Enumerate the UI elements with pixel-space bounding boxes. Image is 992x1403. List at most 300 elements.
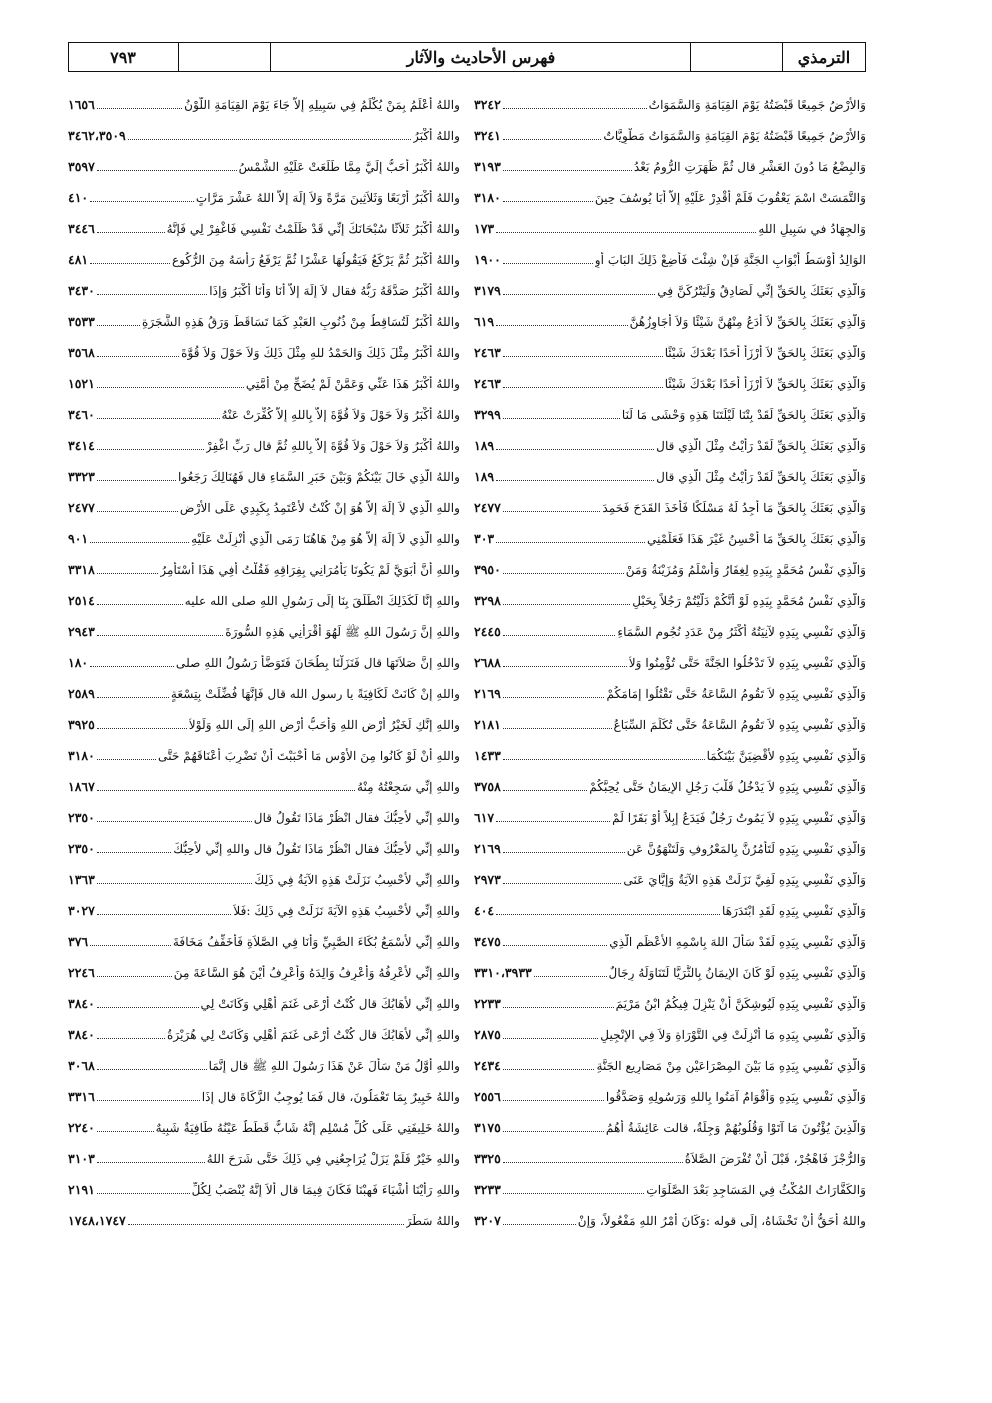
dotted-leader [496,480,654,481]
dotted-leader [97,170,237,171]
entry-text: وَالَّذِي نَفْسِي بِيَدِهِ لاَ تَقُومُ السَّاعَةُ حَتَّى تَقْتُلُوا إِمَامَكُمْ [606,687,866,701]
entry-reference-number: ٣٣١٨ [68,562,95,577]
index-entry [474,888,866,919]
index-entry [474,1167,866,1198]
dotted-leader [97,294,207,295]
index-entry [474,237,866,268]
index-entry [68,826,460,857]
dotted-leader [97,697,169,698]
dotted-leader [97,1100,200,1101]
entry-reference-number: ٣٣٢٣ [68,469,95,484]
header-title: فهرس الأحاديث والآثار [406,47,556,67]
entry-reference-number: ٣١٨٠ [68,748,95,763]
entry-text: وَالَّذِي نَفْسِي بِيَدِهِ لَتَأْمُرُنَّ بِالمَعْرُوفِ وَلَتَنْهَوُنَّ عَنِ [626,842,866,856]
index-entry [474,1074,866,1105]
entry-text: وَالَّذِي نَفْسِي بِيَدِهِ لَقَدِ ابْتَدَرَهَا [721,904,866,918]
right-column [474,82,866,1229]
entry-text: واللهِ إِنِّي لأُحِبُّكَ فقال انْظُرْ مَاذَا تَقُولُ قال واللهِ إِنِّي لأُحِبُّكَ [173,842,460,856]
entry-text: وَالَّذِي بَعَثَكَ بِالحَقِّ مَا أَجِدُ لَهُ مَسْلَكًا فَأَخَذَ القَدَحَ فَحَمِدَ [602,501,866,515]
entry-text: واللهِ إِنَّ صَلاَتَهَا قال فَنَزَلْنَا بِطُحَانَ فَتَوَضَّأَ رَسُولُ اللهِ صلى [175,656,460,670]
dotted-leader [97,232,165,233]
index-entry [68,795,460,826]
index-entry [68,1198,460,1229]
index-entry [474,1043,866,1074]
dotted-leader [97,325,140,326]
dotted-leader [97,976,172,977]
index-entry [68,857,460,888]
entry-reference-number: ١٧٣ [474,221,495,236]
entry-reference-number: ٢٤٧٧ [474,500,501,515]
entry-reference-number: ١٥٢١ [68,376,95,391]
entry-reference-number: ٢٤٤٥ [474,624,501,639]
entry-text: وَالَّذِي بَعَثَكَ بِالحَقِّ مَا أُحْسِنُ غَيْرَ هَذَا فَعَلِّمْنِي [646,532,866,546]
entry-reference-number: ١٣٦٣ [68,872,95,887]
entry-text: واللهُ أَكْبَرُ أَحَبُّ إِلَيَّ مِمَّا طَلَعَتْ عَلَيْهِ الشَّمْسُ [238,160,460,174]
page-header [68,42,866,72]
index-entry [68,516,460,547]
dotted-leader [503,1007,614,1008]
index-entry [474,516,866,547]
entry-reference-number: ٣٢٣٣ [474,1182,501,1197]
index-entry [68,423,460,454]
entry-text: واللهِ إِنِّي لأَهَابُكَ قال كُنْتُ أَرْعَى غَنَمَ أَهْلِي وَكَانَتْ لِي هُرَيْرَةُ [167,1028,460,1042]
entry-reference-number: ١٨٠ [68,655,89,670]
entry-text: وَالَّذِي بَعَثَكَ بِالحَقِّ لَقَدْ بِتْنَا لَيْلَتَنَا هَذِهِ وَحْشَى مَا لَنَا [621,408,866,422]
dotted-leader [97,635,223,636]
entry-reference-number: ٣٢٤٢ [474,97,501,112]
entry-text: واللهِ إِنِّي لأَعْرِفُهُ وَأَعْرِفُ وَالِدَهُ وَأَعْرِفُ أَيْنَ هُوَ السَّاعَةَ مِنَ [173,966,460,980]
index-entry [474,423,866,454]
entry-reference-number: ٣١٩٣ [474,159,501,174]
entry-text: وَالَّذِي نَفْسُ مُحَمَّدٍ بِيَدِهِ لِغِفَارُ وَأَسْلَمُ وَمُزَيْنَةُ وَمَنْ [625,563,866,577]
index-entry [68,1136,460,1167]
entry-reference-number: ٢٥١٤ [68,593,95,608]
index-entry [68,113,460,144]
index-entry [474,733,866,764]
entry-reference-number: ٢٤٣٤ [474,1058,501,1073]
entry-text: واللهُ أَكْبَرُ وَلاَ حَوْلَ وَلاَ قُوَّةَ إِلاَّ بِاللهِ إِلاَّ كُفِّرَتْ عَنْهُ [221,408,460,422]
dotted-leader [503,263,593,264]
entry-text: وَالَّذِي نَفْسِي بِيَدِهِ لَيُوشِكَنَّ أَنْ يَنْزِلَ فِيكُمُ ابْنُ مَرْيَمَ [615,997,866,1011]
entry-reference-number: ٣٤٦٠ [68,407,95,422]
index-entry [474,702,866,733]
dotted-leader [97,1038,165,1039]
entry-reference-number: ٣٤٣٠ [68,283,95,298]
entry-reference-number: ٩٠١ [68,531,89,546]
index-entry [474,826,866,857]
index-entry [474,144,866,175]
entry-text: واللهُ الَّذِي خَالَ بَيْنَكُمْ وَبَيْنَ خَبَرِ السَّمَاءِ قال فَهُنَالِكَ رَجَعُوا [178,470,460,484]
index-entry [68,1105,460,1136]
dotted-leader [534,976,607,977]
left-column [68,82,460,1229]
header-divider [782,43,784,71]
index-entry [474,175,866,206]
dotted-leader [496,325,627,326]
index-entry [474,392,866,423]
entry-text: وَالتَّمَسَتْ اسْمَ يَعْقُوبَ فَلَمْ أَقْدِرْ عَلَيْهِ إِلاَّ أَبَا يُوسُفَ حِينَ [594,191,866,205]
dotted-leader [503,790,587,791]
entry-text: وَالَّذِي بَعَثَكَ بِالحَقِّ لاَ أَرْزَأُ أَحَدًا بَعْدَكَ شَيْئًا [664,346,866,360]
dotted-leader [97,1069,207,1070]
entry-text: وَالَّذِي بَعَثَكَ بِالحَقِّ لاَ أَرْزَأُ أَحَدًا بَعْدَكَ شَيْئًا [664,377,866,391]
dotted-leader [503,1131,604,1132]
entry-reference-number: ٣٥٩٧ [68,159,95,174]
index-entry [68,764,460,795]
entry-text: وَالَّذِي نَفْسِي بِيَدِهِ مَا بَيْنَ المِصْرَاعَيْنِ مِنْ مَصَارِيعِ الجَنَّةِ [596,1059,866,1073]
entry-reference-number: ٣٢٩٩ [474,407,501,422]
entry-text: وَالكَفَّارَاتُ المُكْثُ فِي المَسَاجِدِ بَعْدَ الصَّلَوَاتِ [646,1183,866,1197]
entry-text: واللهِ الَّذِي لاَ إِلَهَ إِلاَّ هُوَ مِنْ هَاهُنَا رَمَى الَّذِي أُنْزِلَتْ عَلَيْهِ [191,532,460,546]
entry-reference-number: ٣٩٥٠ [474,562,501,577]
entry-reference-number: ٦١٩ [474,314,495,329]
dotted-leader [503,356,663,357]
index-entry [68,299,460,330]
index-entry [474,609,866,640]
dotted-leader [128,1224,404,1225]
entry-text: وَالَّذِي بَعَثَكَ بِالحَقِّ لَقَدْ رَأَيْتُ مِثْلَ الَّذِي قال [656,470,866,484]
entry-reference-number: ٢٣٥٠ [68,810,95,825]
entry-reference-number: ٢٤٦٣ [474,345,501,360]
dotted-leader [503,666,627,667]
entry-reference-number: ٤٠٤ [474,903,495,918]
dotted-leader [97,573,158,574]
entry-reference-number: ٣١٠٣ [68,1151,95,1166]
entry-text: واللهُ أَكْبَرُ أَرْبَعًا وَثَلاَثِينَ مَرَّةً وَلاَ إِلَهَ إِلاَّ اللهُ عَشْرَ مَرَّاتٍ [195,191,460,205]
header-divider [270,43,272,71]
entry-text: وَالَّذِي بَعَثَكَ بِالحَقِّ لَقَدْ رَأَيْتُ مِثْلَ الَّذِي قال [656,439,866,453]
index-entry [474,795,866,826]
dotted-leader [503,1193,644,1194]
dotted-leader [97,449,204,450]
entry-reference-number: ٢٤٧٧ [68,500,95,515]
entry-reference-number: ٣٢٩٨ [474,593,501,608]
dotted-leader [90,201,194,202]
dotted-leader [503,1100,604,1101]
index-entry [68,485,460,516]
entry-reference-number: ٢١٦٩ [474,686,501,701]
index-entry [474,547,866,578]
header-book-name: الترمذي [797,47,851,67]
entry-reference-number: ١٤٣٣ [474,748,501,763]
dotted-leader [503,387,663,388]
entry-text: واللهُ أَكْبَرُ ثُمَّ يَرْكَعُ فَيَقُولُهَا عَشْرًا ثُمَّ يَرْفَعُ رَأْسَهُ مِنَ الرُّكُوعِ [171,253,460,267]
entry-reference-number: ٢١٨١ [474,717,501,732]
entry-text: واللهُ خَبِيرٌ بِمَا تَعْمَلُونَ، قال فَمَا يُوجِبُ الزَّكَاةَ قال إِذَا [201,1090,460,1104]
index-entry [68,547,460,578]
entry-reference-number: ٣٨٤٠ [68,1027,95,1042]
index-entry [474,950,866,981]
dotted-leader [496,914,720,915]
index-entry [474,113,866,144]
dotted-leader [503,294,655,295]
entry-text: وَالَّذِي نَفْسِي بِيَدِهِ لاَ تَقُومُ السَّاعَةُ حَتَّى تُكَلِّمَ السِّبَاعُ [613,718,866,732]
entry-text: واللهُ أَكْبَرُ [412,129,460,143]
dotted-leader [97,356,179,357]
entry-text: وَالَّذِي نَفْسِي بِيَدِهِ لآنِيَتُهُ أَكْثَرُ مِنْ عَدَدِ نُجُومِ السَّمَاءِ [617,625,866,639]
entry-text: وَالرُّجْزَ فَاهْجُرْ، قَبْلَ أَنْ تُفْرَضَ الصَّلاَةُ [684,1152,866,1166]
index-entry [474,82,866,113]
entry-reference-number: ١٧٤٨،١٧٤٧ [68,1213,126,1228]
entry-text: وَالَّذِي نَفْسِي بِيَدِهِ لاَ يَمُوتُ رَجُلٌ فَيَدَعُ إِبِلاً أَوْ بَقَرًا لَمْ [612,811,866,825]
index-entry [68,237,460,268]
entry-reference-number: ٣٠٢٧ [68,903,95,918]
index-entry [68,206,460,237]
dotted-leader [97,1007,199,1008]
entry-text: واللهُ أَكْبَرُ لَتُسَاقِطُ مِنْ ذُنُوبِ العَبْدِ كَمَا تَسَاقَطَ وَرَقُ هَذِهِ الشَّجَرَةِ [141,315,460,329]
index-entry [68,702,460,733]
entry-text: وَالَّذِينَ يُؤْتُونَ مَا آتَوْا وَقُلُوبُهُمْ وَجِلَةٌ، قالت عَائِشَةُ أَهُمُ [605,1121,866,1135]
entry-text: واللهِ إِنِّي سَجِعْتُهُ مِنْهُ [356,780,460,794]
dotted-leader [90,263,170,264]
index-entry [474,1136,866,1167]
entry-reference-number: ٣٤٧٥ [474,934,501,949]
entry-text: وَالَّذِي نَفْسِي بِيَدِهِ لَقَدْ سَأَلَ اللهَ بِاسْمِهِ الأَعْظَمِ الَّذِي [609,935,866,949]
dotted-leader [503,511,600,512]
entry-reference-number: ٤١٠ [68,190,89,205]
index-entry [68,609,460,640]
index-entry [68,578,460,609]
entry-reference-number: ٣٥٦٨ [68,345,95,360]
dotted-leader [97,852,171,853]
entry-reference-number: ٣٢٤١ [474,128,501,143]
entry-reference-number: ٣٢٠٧ [474,1213,501,1228]
entry-reference-number: ٣٧٦ [68,934,89,949]
entry-text: وَالَّذِي نَفْسِي بِيَدِهِ لَفِيَّ نَزَلَتْ هَذِهِ الآيَةُ وَإِيَّايَ عَنَى [623,873,866,887]
dotted-leader [503,852,625,853]
dotted-leader [496,449,654,450]
entry-text: واللهِ إِنِّي لأَحْسِبُ هَذِهِ الآيَةَ نَزَلَتْ فِي ذَلِكَ :فَلاَ [233,904,460,918]
index-columns [68,82,866,1282]
dotted-leader [496,821,610,822]
index-entry [68,1043,460,1074]
dotted-leader [97,821,252,822]
dotted-leader [97,1131,154,1132]
entry-text: وَالَّذِي نَفْسِي بِيَدِهِ مَا أُنْزِلَتْ فِي التَّوْرَاةِ وَلاَ فِي الإِنْجِيلِ [600,1028,866,1042]
dotted-leader [503,697,605,698]
entry-reference-number: ٢٤٦٣ [474,376,501,391]
index-entry [474,1012,866,1043]
entry-text: واللهِ خَيْرٌ فَلَمْ يَزَلْ يُرَاجِعُنِي فِي ذَلِكَ حَتَّى شَرَحَ اللهُ [206,1152,460,1166]
dotted-leader [503,1038,598,1039]
dotted-leader [503,108,647,109]
index-entry [474,330,866,361]
entry-text: واللهُ أَحَقُّ أَنْ تَخْشَاهُ، إِلَى قوله :وَكَانَ أَمْرُ اللهِ مَفْعُولاً، وَإِنْ [577,1214,866,1228]
dotted-leader [503,728,612,729]
entry-reference-number: ٢٢٤٦ [68,965,95,980]
entry-text: واللهِ إِنِّي لأَسْمَعُ بُكَاءَ الصَّبِيِّ وَأَنَا فِي الصَّلاَةِ فَأُخَفِّفُ مَخَافَةَ [172,935,460,949]
dotted-leader [503,170,632,171]
entry-text: وَالَّذِي بَعَثَكَ بِالحَقِّ إِنِّي لَصَادِقٌ وَلَيَتْرُكَنَّ فِي [657,284,866,298]
dotted-leader [97,108,182,109]
entry-reference-number: ٢٥٥٦ [474,1089,501,1104]
index-entry [68,733,460,764]
dotted-leader [503,1162,683,1163]
dotted-leader [503,418,620,419]
dotted-leader [503,604,630,605]
dotted-leader [97,387,244,388]
dotted-leader [97,511,178,512]
entry-text: وَالَّذِي بَعَثَكَ بِالحَقِّ لاَ أَدَعُ مِنْهُنَّ شَيْئًا وَلاَ أُجَاوِزُهُنَّ [629,315,866,329]
dotted-leader [503,201,593,202]
index-entry [474,206,866,237]
dotted-leader [97,604,183,605]
entry-reference-number: ٣٤٤٦ [68,221,95,236]
entry-reference-number: ٣٩٢٥ [68,717,95,732]
dotted-leader [97,790,355,791]
entry-text: واللهِ إِنَّكِ لَخَيْرُ أَرْضِ اللهِ وَأَحَبُّ أَرْضِ اللهِ إِلَى اللهِ وَلَوْلاَ [188,718,460,732]
entry-reference-number: ٢٢٣٣ [474,996,501,1011]
entry-reference-number: ٣٣١٦ [68,1089,95,1104]
entry-text: وَالأَرْضُ جَمِيعًا قَبْضَتُهُ يَوْمَ القِيَامَةِ وَالسَّمَوَاتُ [648,98,866,112]
entry-text: وَالأَرْضُ جَمِيعًا قَبْضَتُهُ يَوْمَ القِيَامَةِ وَالسَّمَوَاتُ مَطْوِيَّاتٌ [603,129,866,143]
entry-reference-number: ٣٠٣ [474,531,495,546]
index-entry [68,330,460,361]
entry-reference-number: ٢١٩١ [68,1182,95,1197]
index-entry [474,268,866,299]
entry-text: واللهِ إِنَّ رَسُولَ اللهِ ﷺ لَهُوَ أَقْرَأَنِي هَذِهِ السُّورَةَ [225,625,460,639]
dotted-leader [97,759,156,760]
entry-text: الوَالِدُ أَوْسَطُ أَبْوَابِ الجَنَّةِ فَإِنْ شِئْتَ فَأَضِعْ ذَلِكَ البَابَ أَوِ [594,253,866,267]
entry-text: واللهِ إِنْ كَانَتْ لَكَافِيَةً يا رسول الله قال فَإِنَّهَا فُضِّلَتْ بِتِسْعَةٍ [170,687,460,701]
entry-text: واللهُ أَكْبَرُ ثَلاَثًا سُبْحَانَكَ إِنِّي قَدْ ظَلَمْتُ نَفْسِي فَاغْفِرْ لِي فَإِنَّهُ [166,222,460,236]
index-entry [474,640,866,671]
entry-reference-number: ٣٤١٤ [68,438,95,453]
index-entry [474,857,866,888]
index-entry [68,361,460,392]
index-entry [68,392,460,423]
entry-reference-number: ٢٢٤٠ [68,1120,95,1135]
index-entry [474,454,866,485]
entry-text: واللهِ أَوَّلُ مَنْ سَأَلَ عَنْ هَذَا رَسُولَ اللهِ ﷺ قال إِنَّمَا [208,1059,460,1073]
index-entry [68,268,460,299]
index-entry [68,454,460,485]
entry-text: وَالَّذِي نَفْسُ مُحَمَّدٍ بِيَدِهِ لَوْ أَنَّكُمْ دَلَّيْتُمْ رَجُلاً بِحَبْلٍ [632,594,866,608]
dotted-leader [503,759,705,760]
entry-reference-number: ٣٨٤٠ [68,996,95,1011]
dotted-leader [97,728,187,729]
index-entry [474,919,866,950]
index-entry [68,1074,460,1105]
dotted-leader [90,666,174,667]
entry-text: واللهِ أَنَّ أَبَوَيَّ لَمْ يَكُونَا يَأْمُرَانِي بِفِرَاقِهِ فَقُلْتُ أَفِي هَذَا أَسْتَأْمِرُ [160,563,460,577]
entry-reference-number: ١٨٩ [474,438,495,453]
entry-reference-number: ١٨٦٧ [68,779,95,794]
entry-reference-number: ٢٣٥٠ [68,841,95,856]
dotted-leader [496,232,756,233]
index-entry [68,1012,460,1043]
dotted-leader [97,914,231,915]
header-page-number: ٧٩٣ [110,47,136,67]
entry-text: وَالَّذِي نَفْسِي بِيَدِهِ لَوْ كَانَ الإِيمَانُ بِالثُّرَيَّا لَتَنَاوَلَهُ رِجَالٌ [608,966,866,980]
entry-text: واللهُ أَكْبَرُ وَلاَ حَوْلَ وَلاَ قُوَّةَ إِلاَّ بِاللهِ ثُمَّ قال رَبِّ اغْفِرْ [205,439,460,453]
entry-reference-number: ٢٨٧٥ [474,1027,501,1042]
entry-reference-number: ٣٤٦٢،٣٥٠٩ [68,128,126,143]
entry-text: واللهُ أَعْلَمُ بِمَنْ يُكْلَمُ فِي سَبِيلِهِ إِلاَّ جَاءَ يَوْمَ القِيَامَةِ اللَّوْنُ [184,98,460,112]
dotted-leader [90,945,171,946]
entry-reference-number: ٣٧٥٨ [474,779,501,794]
entry-reference-number: ١٨٩ [474,469,495,484]
entry-text: وَالبِضْعُ مَا دُونَ العَشْرِ قال ثُمَّ ظَهَرَتِ الرُّومُ بَعْدُ [633,160,866,174]
index-entry [474,485,866,516]
entry-reference-number: ٣١٨٠ [474,190,501,205]
dotted-leader [503,1069,595,1070]
index-entry [474,1198,866,1229]
entry-reference-number: ٢٩٧٣ [474,872,501,887]
index-entry [474,981,866,1012]
index-entry [474,764,866,795]
index-entry [68,671,460,702]
index-entry [68,888,460,919]
entry-text: واللهِ أَنْ لَوْ كَانُوا مِنَ الأَوْسِ مَا أَحْبَبْتَ أَنْ تَضْرِبَ أَعْنَاقَهُمْ حَتَّى [158,749,460,763]
index-entry [474,1105,866,1136]
index-entry [68,950,460,981]
entry-reference-number: ٣٠٦٨ [68,1058,95,1073]
dotted-leader [503,945,607,946]
dotted-leader [90,542,189,543]
index-entry [474,361,866,392]
entry-text: واللهُ أَكْبَرُ هَذَا عَنِّي وَعَمَّنْ لَمْ يُضَحِّ مِنْ أُمَّتِي [245,377,460,391]
index-entry [474,671,866,702]
entry-reference-number: ١٩٠٠ [474,252,501,267]
entry-text: واللهِ إِنِّي لأُحِبُّكَ فقال انْظُرْ مَاذَا تَقُولُ قال [253,811,460,825]
entry-text: وَالجِهَادُ في سَبِيلِ اللهِ [758,222,866,236]
dotted-leader [503,573,624,574]
index-entry [474,299,866,330]
entry-reference-number: ٣٣٢٥ [474,1151,501,1166]
entry-reference-number: ١٦٥٦ [68,97,95,112]
entry-text: وَالَّذِي نَفْسِي بِيَدِهِ لاَ تَدْخُلُوا الجَنَّةَ حَتَّى تُؤْمِنُوا وَلاَ [628,656,866,670]
entry-text: واللهِ إِنِّي لأَهَابُكَ قال كُنْتُ أَرْعَى غَنَمَ أَهْلِي وَكَانَتْ لِي [200,997,460,1011]
index-entry [474,578,866,609]
dotted-leader [503,883,621,884]
index-entry [68,981,460,1012]
entry-reference-number: ٣٣١٠،٣٩٣٣ [474,965,532,980]
entry-text: وَالَّذِي نَفْسِي بِيَدِهِ وَأَقْوَامٌ آمَنُوا بِاللهِ وَرَسُولِهِ وَصَدَّقُوا [605,1090,866,1104]
index-entry [68,82,460,113]
entry-text: واللهِ رَأَيْنَا أَشْيَاءَ فَهِبْنَا فَكَانَ فِيمَا قال أَلاَ إِنَّهُ يُنْصَبُ لِكُلِّ [191,1183,460,1197]
index-entry [68,640,460,671]
dotted-leader [496,542,645,543]
entry-text: واللهِ الَّذِي لاَ إِلَهَ إِلاَّ هُوَ إِنْ كُنْتُ لأَعْتَمِدُ بِكَبِدِي عَلَى الأَرْضِ [179,501,460,515]
dotted-leader [503,635,615,636]
entry-reference-number: ٣١٧٥ [474,1120,501,1135]
entry-text: وَالَّذِي نَفْسِي بِيَدِهِ لاَ يَدْخُلُ قَلْبَ رَجُلٍ الإِيمَانُ حَتَّى يُحِبَّكُمْ [589,780,866,794]
entry-text: واللهِ إِنَّا لَكَذَلِكَ انْطَلَقَ بِنَا إِلَى رَسُولِ اللهِ صلى الله عليه [184,594,460,608]
dotted-leader [97,418,220,419]
dotted-leader [97,1193,190,1194]
entry-text: واللهِ إِنِّي لأَحْسِبُ نَزَلَتْ هَذِهِ الآيَةُ فِي ذَلِكَ [254,873,460,887]
entry-reference-number: ٣٥٣٣ [68,314,95,329]
dotted-leader [503,1224,576,1225]
entry-reference-number: ٦١٧ [474,810,495,825]
index-entry [68,919,460,950]
index-entry [68,144,460,175]
entry-text: واللهُ أَكْبَرُ مِثْلَ ذَلِكَ وَالحَمْدُ للهِ مِثْلَ ذَلِكَ وَلاَ حَوْلَ وَلاَ قُوَّةَ [181,346,460,360]
dotted-leader [97,480,176,481]
entry-reference-number: ٢٦٨٨ [474,655,501,670]
dotted-leader [97,1162,205,1163]
entry-text: وَالَّذِي نَفْسِي بِيَدِهِ لأَقْضِيَنَّ بَيْنَكُمَا [706,749,866,763]
entry-reference-number: ٤٨١ [68,252,89,267]
dotted-leader [128,139,411,140]
index-entry [68,1167,460,1198]
dotted-leader [503,139,602,140]
entry-reference-number: ٢١٦٩ [474,841,501,856]
entry-reference-number: ٣١٧٩ [474,283,501,298]
dotted-leader [97,883,253,884]
entry-text: واللهُ سَطَرَ [405,1214,460,1228]
